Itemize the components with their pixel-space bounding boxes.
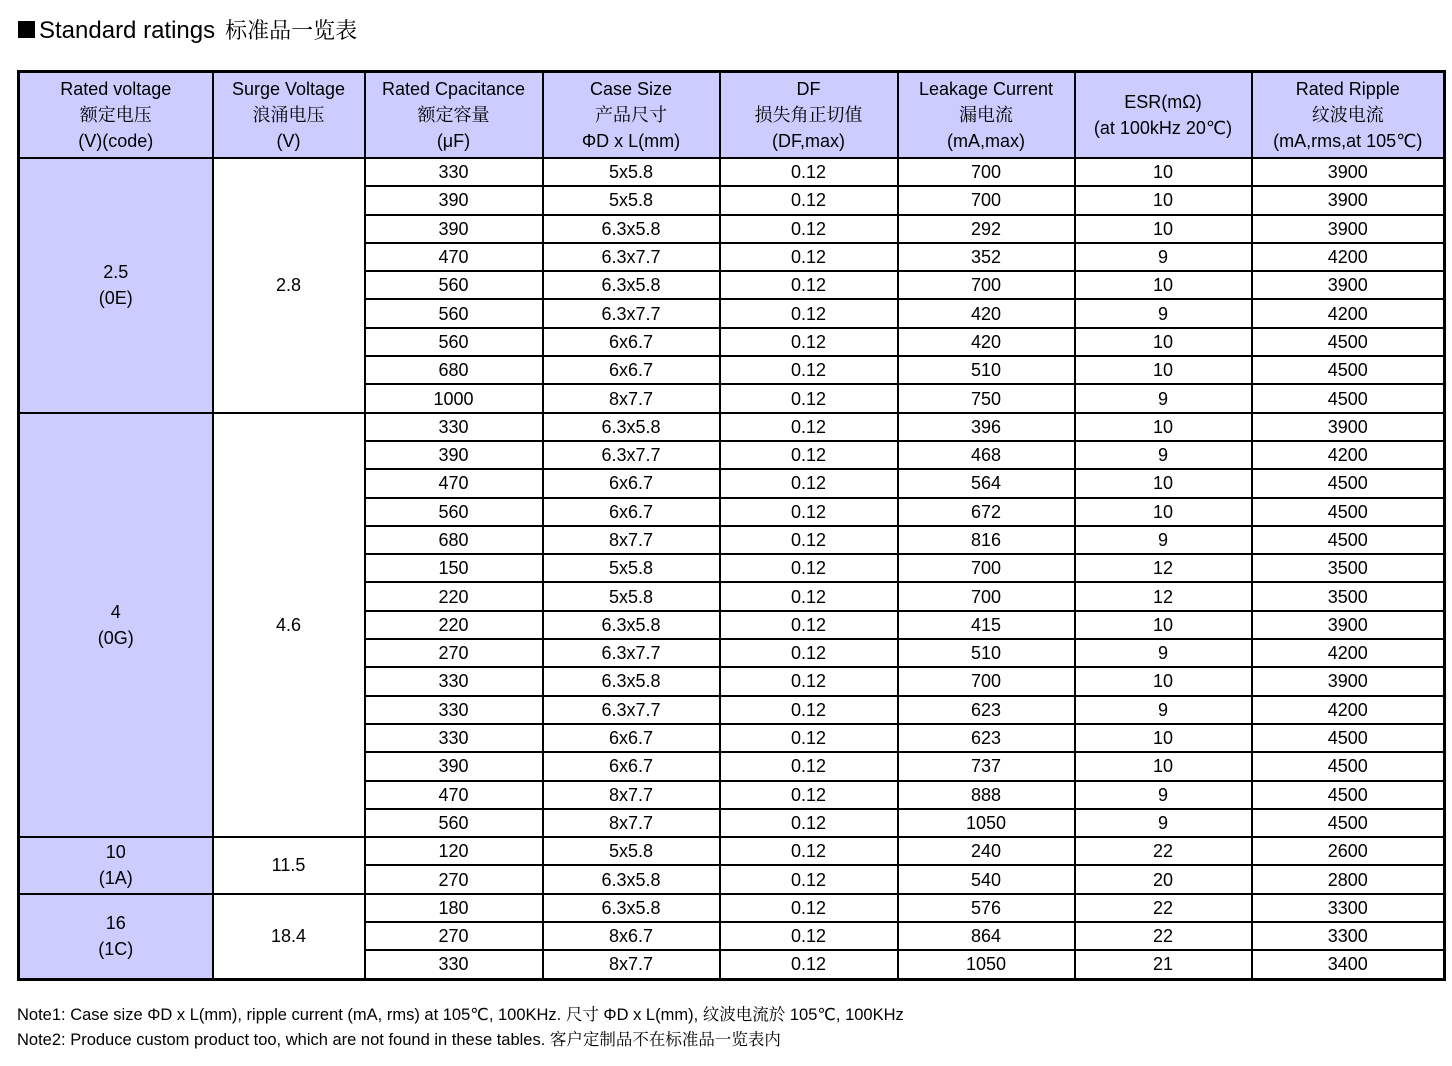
leakage-current-cell: 1050 — [898, 809, 1075, 837]
df-cell: 0.12 — [720, 215, 898, 243]
esr-cell: 10 — [1075, 215, 1252, 243]
leakage-current-cell: 700 — [898, 158, 1075, 186]
df-cell: 0.12 — [720, 696, 898, 724]
capacitance-cell: 560 — [365, 498, 543, 526]
leakage-current-cell: 700 — [898, 186, 1075, 214]
df-cell: 0.12 — [720, 469, 898, 497]
leakage-current-cell: 700 — [898, 667, 1075, 695]
df-cell: 0.12 — [720, 922, 898, 950]
case-size-cell: 6.3x7.7 — [543, 441, 720, 469]
leakage-current-cell: 352 — [898, 243, 1075, 271]
column-header — [1252, 72, 1445, 159]
capacitance-cell: 270 — [365, 865, 543, 893]
df-cell: 0.12 — [720, 158, 898, 186]
esr-cell: 10 — [1075, 186, 1252, 214]
ripple-current-cell: 3400 — [1252, 950, 1445, 979]
case-size-cell: 8x6.7 — [543, 922, 720, 950]
header-line2: 纹波电流 — [1311, 105, 1384, 125]
leakage-current-cell: 623 — [898, 696, 1075, 724]
column-header — [19, 72, 213, 159]
esr-cell: 9 — [1075, 526, 1252, 554]
df-cell: 0.12 — [720, 328, 898, 356]
df-cell: 0.12 — [720, 271, 898, 299]
ripple-current-cell: 2600 — [1252, 837, 1445, 865]
case-size-cell: 6.3x5.8 — [543, 413, 720, 441]
header-line1: Surge Voltage — [231, 79, 346, 99]
ripple-current-cell: 4200 — [1252, 299, 1445, 327]
leakage-current-cell: 700 — [898, 271, 1075, 299]
df-cell: 0.12 — [720, 950, 898, 979]
df-cell: 0.12 — [720, 413, 898, 441]
leakage-current-cell: 396 — [898, 413, 1075, 441]
header-line3: (DF,max) — [772, 131, 845, 151]
case-size-cell: 6x6.7 — [543, 498, 720, 526]
column-header — [213, 72, 365, 159]
ripple-current-cell: 2800 — [1252, 865, 1445, 893]
capacitance-cell: 270 — [365, 639, 543, 667]
capacitance-cell: 1000 — [365, 384, 543, 412]
title-chinese: 标准品一览表 — [225, 19, 358, 44]
table-body — [19, 158, 1445, 979]
ripple-current-cell: 4500 — [1252, 724, 1445, 752]
leakage-current-cell: 888 — [898, 781, 1075, 809]
column-header — [898, 72, 1075, 159]
case-size-cell: 6x6.7 — [543, 724, 720, 752]
df-cell: 0.12 — [720, 894, 898, 922]
ripple-current-cell: 3900 — [1252, 158, 1445, 186]
header-line2: 损失角正切值 — [754, 105, 863, 125]
esr-cell: 22 — [1075, 894, 1252, 922]
header-line1: Rated Ripple — [1295, 79, 1400, 99]
ripple-current-cell: 4200 — [1252, 441, 1445, 469]
capacitance-cell: 390 — [365, 186, 543, 214]
esr-cell: 22 — [1075, 922, 1252, 950]
esr-cell: 10 — [1075, 752, 1252, 780]
leakage-current-cell: 510 — [898, 639, 1075, 667]
case-size-cell: 5x5.8 — [543, 554, 720, 582]
esr-cell: 10 — [1075, 469, 1252, 497]
df-cell: 0.12 — [720, 582, 898, 610]
capacitance-cell: 330 — [365, 724, 543, 752]
voltage-code: (1A) — [98, 868, 133, 889]
case-size-cell: 5x5.8 — [543, 582, 720, 610]
case-size-cell: 8x7.7 — [543, 950, 720, 979]
voltage-code: (1C) — [98, 939, 134, 960]
df-cell: 0.12 — [720, 498, 898, 526]
header-line1: Rated voltage — [60, 79, 172, 99]
header-line1: DF — [796, 79, 821, 99]
capacitance-cell: 560 — [365, 328, 543, 356]
leakage-current-cell: 468 — [898, 441, 1075, 469]
ripple-current-cell: 3900 — [1252, 186, 1445, 214]
ripple-current-cell: 3500 — [1252, 582, 1445, 610]
header-line1: Rated Cpacitance — [381, 79, 526, 99]
esr-cell: 10 — [1075, 328, 1252, 356]
table-row — [19, 413, 1445, 441]
leakage-current-cell: 240 — [898, 837, 1075, 865]
rated-voltage-value: 10 — [105, 842, 126, 863]
capacitance-cell: 330 — [365, 696, 543, 724]
column-header — [720, 72, 898, 159]
case-size-cell: 8x7.7 — [543, 781, 720, 809]
ripple-current-cell: 3500 — [1252, 554, 1445, 582]
voltage-code: (0E) — [98, 288, 133, 309]
case-size-cell: 5x5.8 — [543, 158, 720, 186]
df-cell: 0.12 — [720, 667, 898, 695]
leakage-current-cell: 576 — [898, 894, 1075, 922]
capacitance-cell: 390 — [365, 215, 543, 243]
df-cell: 0.12 — [720, 384, 898, 412]
header-line2: (at 100kHz 20℃) — [1093, 118, 1233, 138]
df-cell: 0.12 — [720, 865, 898, 893]
rated-voltage-value: 4 — [110, 601, 121, 622]
ripple-current-cell: 3900 — [1252, 271, 1445, 299]
ripple-current-cell: 4500 — [1252, 752, 1445, 780]
df-cell: 0.12 — [720, 243, 898, 271]
df-cell: 0.12 — [720, 611, 898, 639]
esr-cell: 9 — [1075, 696, 1252, 724]
df-cell: 0.12 — [720, 809, 898, 837]
df-cell: 0.12 — [720, 186, 898, 214]
esr-cell: 10 — [1075, 724, 1252, 752]
header-line2: 产品尺寸 — [595, 105, 667, 125]
ratings-table — [17, 70, 1446, 981]
surge-voltage-cell: 2.8 — [213, 158, 365, 413]
capacitance-cell: 330 — [365, 158, 543, 186]
capacitance-cell: 560 — [365, 271, 543, 299]
df-cell: 0.12 — [720, 837, 898, 865]
note-2: Note2: Produce custom product too, which are not found in these tables. 客户定制品不在标准品一览表内 — [17, 1031, 781, 1049]
df-cell: 0.12 — [720, 554, 898, 582]
esr-cell: 9 — [1075, 809, 1252, 837]
black-square-icon — [18, 21, 35, 38]
esr-cell: 10 — [1075, 611, 1252, 639]
case-size-cell: 6x6.7 — [543, 356, 720, 384]
capacitance-cell: 680 — [365, 526, 543, 554]
header-line3: (V) — [276, 131, 301, 151]
df-cell: 0.12 — [720, 752, 898, 780]
leakage-current-cell: 564 — [898, 469, 1075, 497]
rated-voltage-cell — [19, 158, 213, 413]
surge-voltage-cell: 11.5 — [213, 837, 365, 894]
case-size-cell: 6.3x5.8 — [543, 894, 720, 922]
esr-cell: 9 — [1075, 384, 1252, 412]
table-row — [19, 837, 1445, 865]
rated-voltage-cell — [19, 837, 213, 894]
capacitance-cell: 390 — [365, 752, 543, 780]
case-size-cell: 6.3x7.7 — [543, 639, 720, 667]
ripple-current-cell: 4200 — [1252, 696, 1445, 724]
leakage-current-cell: 420 — [898, 328, 1075, 356]
leakage-current-cell: 737 — [898, 752, 1075, 780]
header-line1: Leakage Current — [918, 79, 1054, 99]
table-row — [19, 158, 1445, 186]
ripple-current-cell: 4500 — [1252, 384, 1445, 412]
esr-cell: 12 — [1075, 582, 1252, 610]
case-size-cell: 6.3x7.7 — [543, 299, 720, 327]
ripple-current-cell: 4500 — [1252, 469, 1445, 497]
capacitance-cell: 470 — [365, 243, 543, 271]
case-size-cell: 5x5.8 — [543, 186, 720, 214]
leakage-current-cell: 750 — [898, 384, 1075, 412]
leakage-current-cell: 292 — [898, 215, 1075, 243]
header-line1: Case Size — [589, 79, 673, 99]
page-title — [18, 14, 357, 45]
case-size-cell: 6.3x7.7 — [543, 696, 720, 724]
esr-cell: 9 — [1075, 441, 1252, 469]
case-size-cell: 6.3x7.7 — [543, 243, 720, 271]
ripple-current-cell: 3900 — [1252, 413, 1445, 441]
case-size-cell: 5x5.8 — [543, 837, 720, 865]
case-size-cell: 6x6.7 — [543, 328, 720, 356]
esr-cell: 21 — [1075, 950, 1252, 979]
column-header — [543, 72, 720, 159]
case-size-cell: 8x7.7 — [543, 809, 720, 837]
capacitance-cell: 120 — [365, 837, 543, 865]
leakage-current-cell: 420 — [898, 299, 1075, 327]
df-cell: 0.12 — [720, 526, 898, 554]
capacitance-cell: 560 — [365, 299, 543, 327]
esr-cell: 10 — [1075, 356, 1252, 384]
esr-cell: 10 — [1075, 498, 1252, 526]
surge-voltage-cell: 4.6 — [213, 413, 365, 837]
capacitance-cell: 330 — [365, 413, 543, 441]
leakage-current-cell: 415 — [898, 611, 1075, 639]
leakage-current-cell: 510 — [898, 356, 1075, 384]
header-line3: (μF) — [436, 131, 471, 151]
case-size-cell: 8x7.7 — [543, 526, 720, 554]
header-line1: ESR(mΩ) — [1124, 92, 1202, 112]
notes — [17, 1003, 904, 1053]
esr-cell: 9 — [1075, 299, 1252, 327]
df-cell: 0.12 — [720, 356, 898, 384]
capacitance-cell: 270 — [365, 922, 543, 950]
column-header — [365, 72, 543, 159]
esr-cell: 10 — [1075, 667, 1252, 695]
ripple-current-cell: 4500 — [1252, 328, 1445, 356]
capacitance-cell: 470 — [365, 781, 543, 809]
leakage-current-cell: 816 — [898, 526, 1075, 554]
df-cell: 0.12 — [720, 639, 898, 667]
ripple-current-cell: 4200 — [1252, 639, 1445, 667]
header-line3: (mA,max) — [947, 131, 1025, 151]
header-line2: 漏电流 — [959, 105, 1013, 125]
header-row — [19, 72, 1445, 159]
rated-voltage-value: 2.5 — [103, 262, 129, 283]
capacitance-cell: 220 — [365, 582, 543, 610]
case-size-cell: 6.3x5.8 — [543, 865, 720, 893]
esr-cell: 9 — [1075, 781, 1252, 809]
ripple-current-cell: 4500 — [1252, 781, 1445, 809]
rated-voltage-cell — [19, 894, 213, 979]
surge-voltage-cell: 18.4 — [213, 894, 365, 979]
header-line3: ΦD x L(mm) — [581, 131, 681, 151]
header-line3: (V)(code) — [78, 131, 154, 151]
capacitance-cell: 330 — [365, 950, 543, 979]
esr-cell: 20 — [1075, 865, 1252, 893]
leakage-current-cell: 672 — [898, 498, 1075, 526]
case-size-cell: 6x6.7 — [543, 752, 720, 780]
header-line2: 额定容量 — [417, 105, 490, 125]
df-cell: 0.12 — [720, 441, 898, 469]
ripple-current-cell: 4500 — [1252, 356, 1445, 384]
esr-cell: 10 — [1075, 271, 1252, 299]
rated-voltage-cell — [19, 413, 213, 837]
capacitance-cell: 220 — [365, 611, 543, 639]
header-line2: 浪涌电压 — [252, 105, 325, 125]
ripple-current-cell: 4200 — [1252, 243, 1445, 271]
ripple-current-cell: 3900 — [1252, 215, 1445, 243]
capacitance-cell: 150 — [365, 554, 543, 582]
esr-cell: 10 — [1075, 158, 1252, 186]
capacitance-cell: 180 — [365, 894, 543, 922]
note-1: Note1: Case size ΦD x L(mm), ripple current (mA, rms) at 105℃, 100KHz. 尺寸 ΦD x L(mm), 纹波电流於 105℃, 100KHz — [17, 1006, 904, 1024]
title-english: Standard ratings — [39, 17, 216, 44]
case-size-cell: 8x7.7 — [543, 384, 720, 412]
leakage-current-cell: 1050 — [898, 950, 1075, 979]
case-size-cell: 6x6.7 — [543, 469, 720, 497]
leakage-current-cell: 700 — [898, 554, 1075, 582]
column-header — [1075, 72, 1252, 159]
ripple-current-cell: 3900 — [1252, 611, 1445, 639]
leakage-current-cell: 623 — [898, 724, 1075, 752]
df-cell: 0.12 — [720, 724, 898, 752]
case-size-cell: 6.3x5.8 — [543, 271, 720, 299]
esr-cell: 9 — [1075, 243, 1252, 271]
ripple-current-cell: 4500 — [1252, 809, 1445, 837]
esr-cell: 12 — [1075, 554, 1252, 582]
capacitance-cell: 560 — [365, 809, 543, 837]
voltage-code: (0G) — [97, 627, 134, 648]
ripple-current-cell: 3300 — [1252, 922, 1445, 950]
ripple-current-cell: 3900 — [1252, 667, 1445, 695]
header-line2: 额定电压 — [79, 105, 152, 125]
esr-cell: 9 — [1075, 639, 1252, 667]
case-size-cell: 6.3x5.8 — [543, 611, 720, 639]
df-cell: 0.12 — [720, 781, 898, 809]
esr-cell: 22 — [1075, 837, 1252, 865]
ripple-current-cell: 4500 — [1252, 498, 1445, 526]
capacitance-cell: 390 — [365, 441, 543, 469]
leakage-current-cell: 700 — [898, 582, 1075, 610]
capacitance-cell: 470 — [365, 469, 543, 497]
rated-voltage-value: 16 — [105, 913, 126, 934]
capacitance-cell: 330 — [365, 667, 543, 695]
ripple-current-cell: 3300 — [1252, 894, 1445, 922]
case-size-cell: 6.3x5.8 — [543, 667, 720, 695]
header-line3: (mA,rms,at 105℃) — [1273, 131, 1423, 151]
esr-cell: 10 — [1075, 413, 1252, 441]
table-row — [19, 894, 1445, 922]
capacitance-cell: 680 — [365, 356, 543, 384]
df-cell: 0.12 — [720, 299, 898, 327]
leakage-current-cell: 540 — [898, 865, 1075, 893]
leakage-current-cell: 864 — [898, 922, 1075, 950]
ripple-current-cell: 4500 — [1252, 526, 1445, 554]
case-size-cell: 6.3x5.8 — [543, 215, 720, 243]
